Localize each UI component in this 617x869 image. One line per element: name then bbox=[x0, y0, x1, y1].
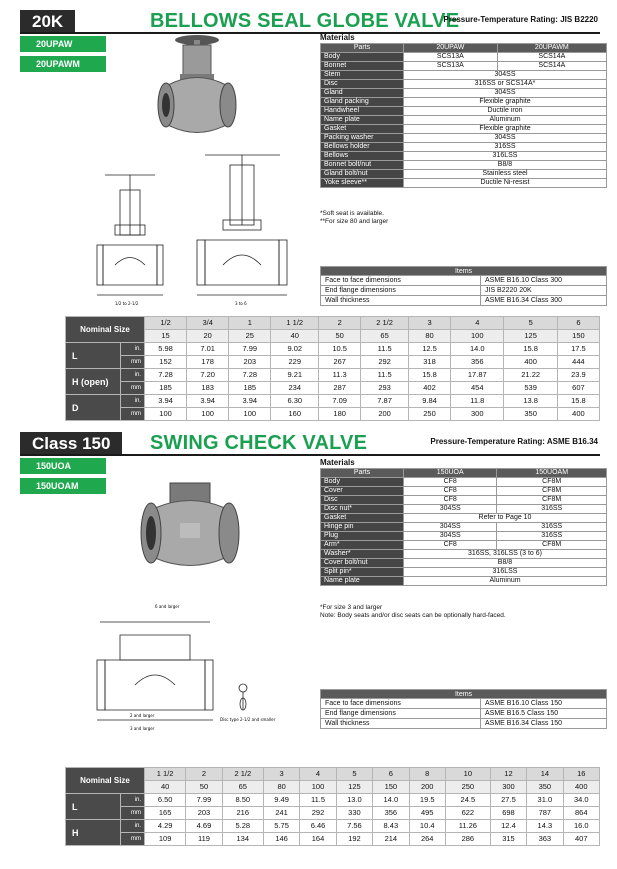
mat1-part: Bonnet bbox=[321, 62, 404, 71]
swing-check-valve-drawing bbox=[95, 600, 215, 735]
mat1-part: Gland bolt/nut bbox=[321, 170, 404, 179]
dim1-cell: 100 bbox=[145, 408, 187, 421]
mat2-part: Cover bbox=[321, 487, 404, 496]
mat2-head-parts: Parts bbox=[321, 469, 404, 478]
mat2-val-b: CF8M bbox=[497, 478, 607, 487]
dim1-size-mm: 40 bbox=[271, 330, 319, 343]
dim1-nominal-size-header: Nominal Size bbox=[66, 317, 145, 343]
section1-items-table bbox=[320, 266, 607, 306]
dim2-size-mm: 65 bbox=[222, 781, 263, 794]
mat2-val: Refer to Page 10 bbox=[404, 514, 607, 523]
dim2-cell: 134 bbox=[222, 833, 263, 846]
dim2-cell: 24.5 bbox=[445, 794, 490, 807]
dim2-cell: 119 bbox=[186, 833, 222, 846]
dim2-cell: 146 bbox=[263, 833, 299, 846]
item-value: ASME B16.5 Class 150 bbox=[481, 709, 607, 719]
mat2-part: Cover bolt/nut bbox=[321, 559, 404, 568]
dim1-size-mm: 50 bbox=[319, 330, 361, 343]
dim1-cell: 7.99 bbox=[229, 343, 271, 356]
dim2-cell: 14.3 bbox=[527, 820, 563, 833]
dim2-unit-in: in. bbox=[121, 820, 145, 833]
dim1-cell: 356 bbox=[451, 356, 504, 369]
dim2-size-in: 4 bbox=[300, 768, 336, 781]
dim1-cell: 350 bbox=[504, 408, 557, 421]
section1-items-header: Items bbox=[321, 267, 607, 276]
dim2-cell: 356 bbox=[373, 807, 409, 820]
series-badge-20upawm: 20UPAWM bbox=[20, 56, 106, 72]
mat2-val-a: CF8 bbox=[404, 541, 497, 550]
mat1-val: Aluminum bbox=[404, 116, 607, 125]
dim2-cell: 8.43 bbox=[373, 820, 409, 833]
dim2-cell: 34.0 bbox=[563, 794, 599, 807]
dim1-unit-mm: mm bbox=[121, 356, 145, 369]
dim1-size-in: 2 1/2 bbox=[361, 317, 409, 330]
dim1-cell: 6.30 bbox=[271, 395, 319, 408]
item-value: ASME B16.34 Class 300 bbox=[481, 296, 607, 306]
dim1-cell: 539 bbox=[504, 382, 557, 395]
dim1-cell: 203 bbox=[229, 356, 271, 369]
dim1-cell: 444 bbox=[557, 356, 599, 369]
dim1-cell: 400 bbox=[557, 408, 599, 421]
mat2-part: Hinge pin bbox=[321, 523, 404, 532]
dim1-cell: 3.94 bbox=[145, 395, 187, 408]
dim1-cell: 3.94 bbox=[187, 395, 229, 408]
dim2-cell: 787 bbox=[527, 807, 563, 820]
dim2-cell: 292 bbox=[300, 807, 336, 820]
section2-items-table bbox=[320, 689, 607, 729]
dim1-cell: 12.5 bbox=[408, 343, 450, 356]
section2-materials-title: Materials bbox=[320, 458, 355, 467]
mat1-part: Bellows holder bbox=[321, 143, 404, 152]
dim1-cell: 267 bbox=[319, 356, 361, 369]
dim1-cell: 9.02 bbox=[271, 343, 319, 356]
item-value: ASME B16.10 Class 150 bbox=[481, 699, 607, 709]
dim1-cell: 100 bbox=[229, 408, 271, 421]
dim2-cell: 241 bbox=[263, 807, 299, 820]
mat1-val: 304SS bbox=[404, 71, 607, 80]
section1-title: BELLOWS SEAL GLOBE VALVE bbox=[150, 10, 460, 32]
dim1-cell: 402 bbox=[408, 382, 450, 395]
dim1-cell: 287 bbox=[319, 382, 361, 395]
mat1-part: Gasket bbox=[321, 125, 404, 134]
item-value: ASME B16.34 Class 150 bbox=[481, 719, 607, 729]
dim2-cell: 203 bbox=[186, 807, 222, 820]
dim1-size-mm: 15 bbox=[145, 330, 187, 343]
dim2-size-mm: 50 bbox=[186, 781, 222, 794]
mat2-head-a: 150UOA bbox=[404, 469, 497, 478]
mat2-val: 316SS, 316LSS (3 to 6) bbox=[404, 550, 607, 559]
dim1-cell: 7.01 bbox=[187, 343, 229, 356]
dim1-cell: 15.8 bbox=[557, 395, 599, 408]
section1-dimension-table bbox=[65, 316, 600, 421]
section1-note: *Soft seat is available. bbox=[320, 210, 384, 217]
mat1-val: 316SS or SCS14A* bbox=[404, 80, 607, 89]
item-label: Face to face dimensions bbox=[321, 699, 481, 709]
mat1-part: Yoke sleeve** bbox=[321, 179, 404, 188]
item-value: ASME B16.10 Class 300 bbox=[481, 276, 607, 286]
dim2-cell: 11.26 bbox=[445, 820, 490, 833]
dim1-unit-mm: mm bbox=[121, 408, 145, 421]
dim1-cell: 11.5 bbox=[361, 343, 409, 356]
section2-rating: Pressure-Temperature Rating: ASME B16.34 bbox=[430, 437, 598, 446]
mat1-val: Ductile iron bbox=[404, 107, 607, 116]
section2-model: Class 150 bbox=[20, 432, 122, 454]
dim1-cell: 234 bbox=[271, 382, 319, 395]
dim1-size-in: 1 bbox=[229, 317, 271, 330]
disc-type-drawing bbox=[218, 680, 278, 725]
section1-materials-title: Materials bbox=[320, 33, 355, 42]
dim1-size-in: 1/2 bbox=[145, 317, 187, 330]
globe-valve-drawing-large bbox=[195, 145, 290, 310]
dim2-cell: 698 bbox=[490, 807, 526, 820]
dim1-cell: 7.09 bbox=[319, 395, 361, 408]
dim2-cell: 192 bbox=[336, 833, 372, 846]
mat1-val: B8/8 bbox=[404, 161, 607, 170]
dim2-row-label-l: L bbox=[66, 794, 121, 820]
mat1-val-b: SCS14A bbox=[497, 53, 606, 62]
dim2-cell: 27.5 bbox=[490, 794, 526, 807]
dim1-cell: 14.0 bbox=[451, 343, 504, 356]
dim1-cell: 7.28 bbox=[145, 369, 187, 382]
mat2-part: Disc bbox=[321, 496, 404, 505]
mat1-part: Stem bbox=[321, 71, 404, 80]
mat2-head-b: 150UOAM bbox=[497, 469, 607, 478]
dim1-cell: 17.87 bbox=[451, 369, 504, 382]
dim1-cell: 454 bbox=[451, 382, 504, 395]
section1-rating: Pressure-Temperature Rating: JIS B2220 bbox=[443, 15, 598, 24]
mat2-part: Plug bbox=[321, 532, 404, 541]
dim2-size-in: 1 1/2 bbox=[145, 768, 186, 781]
globe-valve-photo bbox=[150, 30, 245, 140]
dim1-cell: 293 bbox=[361, 382, 409, 395]
dim2-size-mm: 125 bbox=[336, 781, 372, 794]
section2-note: Note: Body seats and/or disc seats can be optionally hard-faced. bbox=[320, 612, 506, 619]
dim2-size-mm: 200 bbox=[409, 781, 445, 794]
mat2-part: Body bbox=[321, 478, 404, 487]
mat1-val: 316SS bbox=[404, 143, 607, 152]
dim1-row-label-h: H (open) bbox=[66, 369, 121, 395]
dim2-size-in: 6 bbox=[373, 768, 409, 781]
mat2-part: Name plate bbox=[321, 577, 404, 586]
section1-model: 20K bbox=[20, 10, 75, 32]
mat2-val-a: 304SS bbox=[404, 523, 497, 532]
dim2-cell: 9.49 bbox=[263, 794, 299, 807]
dim2-size-mm: 80 bbox=[263, 781, 299, 794]
dim1-cell: 250 bbox=[408, 408, 450, 421]
dim2-cell: 109 bbox=[145, 833, 186, 846]
dim2-size-in: 10 bbox=[445, 768, 490, 781]
dim1-cell: 9.84 bbox=[408, 395, 450, 408]
dim1-size-in: 3/4 bbox=[187, 317, 229, 330]
dim1-size-mm: 20 bbox=[187, 330, 229, 343]
mat1-head-a: 20UPAW bbox=[404, 44, 498, 53]
dim2-cell: 8.50 bbox=[222, 794, 263, 807]
section1-header bbox=[20, 10, 600, 34]
dim2-size-mm: 150 bbox=[373, 781, 409, 794]
dim2-cell: 4.29 bbox=[145, 820, 186, 833]
mat2-val-b: 316SS bbox=[497, 505, 607, 514]
mat1-head-parts: Parts bbox=[321, 44, 404, 53]
mat2-val-a: CF8 bbox=[404, 496, 497, 505]
dim1-cell: 185 bbox=[229, 382, 271, 395]
mat1-val: 304SS bbox=[404, 134, 607, 143]
series-badge-150uoa: 150UOA bbox=[20, 458, 106, 474]
dim1-size-in: 2 bbox=[319, 317, 361, 330]
dim2-cell: 164 bbox=[300, 833, 336, 846]
dim2-cell: 315 bbox=[490, 833, 526, 846]
mat2-part: Split pin* bbox=[321, 568, 404, 577]
mat2-val-a: CF8 bbox=[404, 487, 497, 496]
drawing-label-disc: Disc type 2-1/2 and smaller bbox=[220, 717, 276, 722]
mat1-val: Stainless steel bbox=[404, 170, 607, 179]
series-badge-150uoam: 150UOAM bbox=[20, 478, 106, 494]
dim2-cell: 495 bbox=[409, 807, 445, 820]
dim1-size-mm: 150 bbox=[557, 330, 599, 343]
dim1-unit-in: in. bbox=[121, 343, 145, 356]
drawing-label-left: 2 and larger bbox=[130, 713, 155, 718]
dim1-cell: 9.21 bbox=[271, 369, 319, 382]
mat1-part: Body bbox=[321, 53, 404, 62]
item-label: Wall thickness bbox=[321, 719, 481, 729]
dim2-cell: 7.99 bbox=[186, 794, 222, 807]
series-badge-20upaw: 20UPAW bbox=[20, 36, 106, 52]
mat1-part: Bonnet bolt/nut bbox=[321, 161, 404, 170]
dim2-cell: 330 bbox=[336, 807, 372, 820]
mat1-val: Flexible graphite bbox=[404, 125, 607, 134]
dim1-cell: 292 bbox=[361, 356, 409, 369]
dim2-size-mm: 40 bbox=[145, 781, 186, 794]
dim2-size-in: 3 bbox=[263, 768, 299, 781]
mat2-val-b: 316SS bbox=[497, 523, 607, 532]
drawing-label-top: 6 and larger bbox=[155, 604, 180, 609]
drawing-label-bottom: 3 and larger bbox=[130, 726, 155, 731]
dim1-size-mm: 65 bbox=[361, 330, 409, 343]
item-label: End flange dimensions bbox=[321, 286, 481, 296]
dim2-cell: 5.28 bbox=[222, 820, 263, 833]
dim1-cell: 229 bbox=[271, 356, 319, 369]
mat1-part: Packing washer bbox=[321, 134, 404, 143]
section2-materials-table bbox=[320, 468, 607, 586]
dim1-cell: 17.5 bbox=[557, 343, 599, 356]
dim1-cell: 7.28 bbox=[229, 369, 271, 382]
swing-check-valve-photo bbox=[135, 478, 245, 578]
dim1-cell: 15.8 bbox=[408, 369, 450, 382]
mat2-val-b: CF8M bbox=[497, 496, 607, 505]
dim2-size-in: 2 1/2 bbox=[222, 768, 263, 781]
dim2-cell: 864 bbox=[563, 807, 599, 820]
dim2-cell: 4.69 bbox=[186, 820, 222, 833]
dim2-cell: 6.46 bbox=[300, 820, 336, 833]
dim2-size-in: 8 bbox=[409, 768, 445, 781]
mat2-val-b: CF8M bbox=[497, 541, 607, 550]
dim2-cell: 165 bbox=[145, 807, 186, 820]
dim1-cell: 300 bbox=[451, 408, 504, 421]
globe-valve-drawing-small bbox=[95, 165, 167, 310]
dim2-size-mm: 400 bbox=[563, 781, 599, 794]
dim1-size-in: 4 bbox=[451, 317, 504, 330]
dim1-cell: 178 bbox=[187, 356, 229, 369]
section2-dimension-table bbox=[65, 767, 600, 846]
dim1-cell: 318 bbox=[408, 356, 450, 369]
dim2-cell: 622 bbox=[445, 807, 490, 820]
dim1-cell: 152 bbox=[145, 356, 187, 369]
dim1-cell: 21.22 bbox=[504, 369, 557, 382]
dim1-cell: 11.5 bbox=[361, 369, 409, 382]
mat1-part: Gland bbox=[321, 89, 404, 98]
dim2-unit-in: in. bbox=[121, 794, 145, 807]
dim1-cell: 400 bbox=[504, 356, 557, 369]
dim1-cell: 7.87 bbox=[361, 395, 409, 408]
mat1-val-b: SCS14A bbox=[497, 62, 606, 71]
section1-materials-table bbox=[320, 43, 607, 188]
item-label: Face to face dimensions bbox=[321, 276, 481, 286]
section1-notes bbox=[320, 210, 388, 226]
dim2-size-in: 2 bbox=[186, 768, 222, 781]
mat1-val: 304SS bbox=[404, 89, 607, 98]
section2-title: SWING CHECK VALVE bbox=[150, 432, 368, 454]
dim2-cell: 11.5 bbox=[300, 794, 336, 807]
dim2-cell: 12.4 bbox=[490, 820, 526, 833]
mat1-part: Name plate bbox=[321, 116, 404, 125]
dim2-size-mm: 250 bbox=[445, 781, 490, 794]
dim1-size-mm: 25 bbox=[229, 330, 271, 343]
dim1-cell: 160 bbox=[271, 408, 319, 421]
dim2-size-in: 12 bbox=[490, 768, 526, 781]
dim1-row-label-l: L bbox=[66, 343, 121, 369]
dim2-cell: 19.5 bbox=[409, 794, 445, 807]
dim1-unit-in: in. bbox=[121, 369, 145, 382]
dim1-row-label-d: D bbox=[66, 395, 121, 421]
section1-note: **For size 80 and larger bbox=[320, 218, 389, 225]
section2-items-header: Items bbox=[321, 690, 607, 699]
dim1-cell: 5.98 bbox=[145, 343, 187, 356]
section2-header bbox=[20, 432, 600, 456]
dim1-cell: 185 bbox=[145, 382, 187, 395]
dim2-cell: 5.75 bbox=[263, 820, 299, 833]
dim2-size-mm: 100 bbox=[300, 781, 336, 794]
item-value: JIS B2220 20K bbox=[481, 286, 607, 296]
dim1-size-in: 5 bbox=[504, 317, 557, 330]
mat1-val: Flexible graphite bbox=[404, 98, 607, 107]
mat2-val-a: 304SS bbox=[404, 532, 497, 541]
mat2-val: Aluminum bbox=[404, 577, 607, 586]
dim2-cell: 6.50 bbox=[145, 794, 186, 807]
drawing-label-large: 3 to 6 bbox=[235, 301, 247, 306]
dim2-cell: 407 bbox=[563, 833, 599, 846]
mat1-val: Ductile Ni-resist bbox=[404, 179, 607, 188]
item-label: Wall thickness bbox=[321, 296, 481, 306]
dim2-size-in: 14 bbox=[527, 768, 563, 781]
dim2-cell: 363 bbox=[527, 833, 563, 846]
dim1-cell: 10.5 bbox=[319, 343, 361, 356]
dim2-cell: 16.0 bbox=[563, 820, 599, 833]
dim2-unit-mm: mm bbox=[121, 833, 145, 846]
dim2-size-in: 5 bbox=[336, 768, 372, 781]
mat2-val-b: CF8M bbox=[497, 487, 607, 496]
dim2-cell: 7.56 bbox=[336, 820, 372, 833]
dim1-size-in: 6 bbox=[557, 317, 599, 330]
dim1-cell: 607 bbox=[557, 382, 599, 395]
mat2-part: Disc nut* bbox=[321, 505, 404, 514]
mat1-val-a: SCS13A bbox=[404, 53, 498, 62]
item-label: End flange dimensions bbox=[321, 709, 481, 719]
dim1-cell: 13.8 bbox=[504, 395, 557, 408]
section2-note: *For size 3 and larger bbox=[320, 604, 383, 611]
dim2-cell: 264 bbox=[409, 833, 445, 846]
dim2-cell: 31.0 bbox=[527, 794, 563, 807]
dim1-cell: 180 bbox=[319, 408, 361, 421]
mat1-part: Bellows bbox=[321, 152, 404, 161]
section2-notes bbox=[320, 604, 506, 620]
dim2-size-in: 16 bbox=[563, 768, 599, 781]
dim1-size-mm: 125 bbox=[504, 330, 557, 343]
mat1-val: 316LSS bbox=[404, 152, 607, 161]
dim2-size-mm: 350 bbox=[527, 781, 563, 794]
dim1-cell: 100 bbox=[187, 408, 229, 421]
dim1-unit-in: in. bbox=[121, 395, 145, 408]
dim2-cell: 286 bbox=[445, 833, 490, 846]
mat1-part: Gland packing bbox=[321, 98, 404, 107]
dim2-cell: 10.4 bbox=[409, 820, 445, 833]
mat1-part: Disc bbox=[321, 80, 404, 89]
dim2-cell: 214 bbox=[373, 833, 409, 846]
dim1-cell: 11.8 bbox=[451, 395, 504, 408]
dim1-unit-mm: mm bbox=[121, 382, 145, 395]
dim1-cell: 7.20 bbox=[187, 369, 229, 382]
dim1-cell: 3.94 bbox=[229, 395, 271, 408]
dim1-cell: 183 bbox=[187, 382, 229, 395]
mat1-part: Handwheel bbox=[321, 107, 404, 116]
dim2-nominal-size-header: Nominal Size bbox=[66, 768, 145, 794]
dim2-size-mm: 300 bbox=[490, 781, 526, 794]
mat2-part: Arm* bbox=[321, 541, 404, 550]
dim1-cell: 15.8 bbox=[504, 343, 557, 356]
drawing-label-small: 1/2 to 2-1/2 bbox=[115, 301, 139, 306]
mat2-val: 316LSS bbox=[404, 568, 607, 577]
dim2-cell: 14.0 bbox=[373, 794, 409, 807]
dim1-size-mm: 80 bbox=[408, 330, 450, 343]
dim2-unit-mm: mm bbox=[121, 807, 145, 820]
dim2-row-label-h: H bbox=[66, 820, 121, 846]
mat2-val-b: 316SS bbox=[497, 532, 607, 541]
mat2-val-a: CF8 bbox=[404, 478, 497, 487]
mat1-val-a: SCS13A bbox=[404, 62, 498, 71]
mat2-val-a: 304SS bbox=[404, 505, 497, 514]
dim1-size-in: 1 1/2 bbox=[271, 317, 319, 330]
dim1-size-mm: 100 bbox=[451, 330, 504, 343]
dim1-cell: 200 bbox=[361, 408, 409, 421]
mat1-head-b: 20UPAWM bbox=[497, 44, 606, 53]
dim1-cell: 11.3 bbox=[319, 369, 361, 382]
dim1-size-in: 3 bbox=[408, 317, 450, 330]
mat2-val: B8/8 bbox=[404, 559, 607, 568]
mat2-part: Washer* bbox=[321, 550, 404, 559]
dim1-cell: 23.9 bbox=[557, 369, 599, 382]
dim2-cell: 216 bbox=[222, 807, 263, 820]
mat2-part: Gasket bbox=[321, 514, 404, 523]
dim2-cell: 13.0 bbox=[336, 794, 372, 807]
